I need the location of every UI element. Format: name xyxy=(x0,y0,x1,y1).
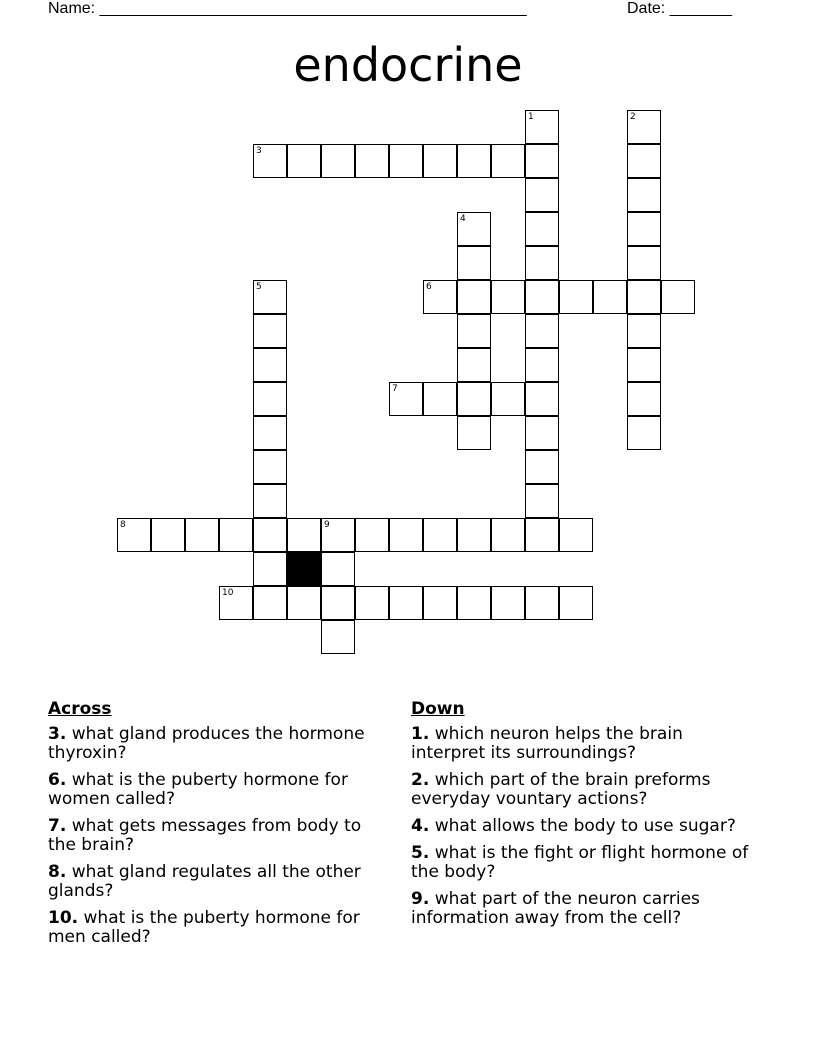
clue-number: 4. xyxy=(411,816,430,836)
crossword-cell[interactable] xyxy=(627,348,661,382)
crossword-cell[interactable] xyxy=(491,518,525,552)
clue-number: 8. xyxy=(48,862,67,882)
crossword-cell[interactable] xyxy=(151,518,185,552)
crossword-cell[interactable] xyxy=(253,348,287,382)
clue-text: what gland regulates all the other glands? xyxy=(48,862,361,901)
crossword-cell[interactable] xyxy=(389,518,423,552)
crossword-cell[interactable] xyxy=(287,144,321,178)
clue-number-label: 2 xyxy=(630,112,636,122)
date-field-label: Date: _______ xyxy=(627,0,732,17)
crossword-cell[interactable] xyxy=(457,314,491,348)
crossword-cell[interactable] xyxy=(491,144,525,178)
crossword-cell[interactable] xyxy=(253,518,287,552)
crossword-cell[interactable] xyxy=(253,280,287,314)
clue-number-label: 10 xyxy=(222,588,234,598)
clue-number-label: 6 xyxy=(426,282,432,292)
crossword-cell[interactable] xyxy=(525,416,559,450)
crossword-cell[interactable] xyxy=(627,212,661,246)
clue-number-label: 7 xyxy=(392,384,398,394)
crossword-cell[interactable] xyxy=(423,382,457,416)
clue-number-label: 1 xyxy=(528,112,534,122)
crossword-cell[interactable] xyxy=(321,518,355,552)
across-clue xyxy=(48,909,393,947)
crossword-cell[interactable] xyxy=(627,314,661,348)
crossword-cell[interactable] xyxy=(423,280,457,314)
crossword-cell[interactable] xyxy=(457,586,491,620)
crossword-cell[interactable] xyxy=(491,586,525,620)
down-clue xyxy=(411,844,756,882)
across-clue xyxy=(48,771,393,809)
across-clue xyxy=(48,863,393,901)
page-title: endocrine xyxy=(293,38,523,92)
crossword-cell[interactable] xyxy=(559,586,593,620)
clue-text: what gets messages from body to the brain? xyxy=(48,816,362,855)
clue-number: 1. xyxy=(411,724,430,744)
down-clue xyxy=(411,771,756,809)
clue-text: what is the puberty hormone for men called? xyxy=(48,908,360,947)
clue-number-label: 8 xyxy=(120,520,126,530)
crossword-cell[interactable] xyxy=(457,246,491,280)
down-clues xyxy=(411,700,756,936)
down-clue xyxy=(411,817,756,836)
crossword-cell[interactable] xyxy=(559,518,593,552)
crossword-cell[interactable] xyxy=(661,280,695,314)
crossword-cell[interactable] xyxy=(525,246,559,280)
crossword-cell[interactable] xyxy=(253,586,287,620)
crossword-cell[interactable] xyxy=(253,314,287,348)
clue-text: what is the puberty hormone for women called? xyxy=(48,770,348,809)
clue-number: 5. xyxy=(411,843,430,863)
crossword-cell[interactable] xyxy=(355,144,389,178)
across-clues xyxy=(48,700,393,955)
crossword-cell[interactable] xyxy=(389,144,423,178)
down-heading: Down xyxy=(411,699,465,719)
crossword-cell[interactable] xyxy=(559,280,593,314)
crossword-cell[interactable] xyxy=(627,382,661,416)
clue-text: what gland produces the hormone thyroxin? xyxy=(48,724,365,763)
across-clue xyxy=(48,817,393,855)
crossword-cell[interactable] xyxy=(219,518,253,552)
clue-number: 9. xyxy=(411,889,430,909)
crossword-cell[interactable] xyxy=(525,586,559,620)
crossword-cell[interactable] xyxy=(389,382,423,416)
crossword-cell[interactable] xyxy=(627,178,661,212)
clue-text: which neuron helps the brain interpret its surroundings? xyxy=(411,724,683,763)
clue-number: 10. xyxy=(48,908,79,928)
crossword-cell[interactable] xyxy=(185,518,219,552)
crossword-cell[interactable] xyxy=(525,144,559,178)
clue-text: which part of the brain preforms everyday vountary actions? xyxy=(411,770,711,809)
clue-number: 2. xyxy=(411,770,430,790)
crossword-cell[interactable] xyxy=(389,586,423,620)
clue-text: what part of the neuron carries information away from the cell? xyxy=(411,889,700,928)
crossword-cell[interactable] xyxy=(355,518,389,552)
crossword-cell[interactable] xyxy=(321,620,355,654)
crossword-cell[interactable] xyxy=(423,586,457,620)
crossword-cell[interactable] xyxy=(627,416,661,450)
crossword-cell[interactable] xyxy=(423,518,457,552)
crossword-cell[interactable] xyxy=(525,110,559,144)
crossword-cell[interactable] xyxy=(457,382,491,416)
clue-number: 3. xyxy=(48,724,67,744)
crossword-cell[interactable] xyxy=(491,382,525,416)
clue-number-label: 5 xyxy=(256,282,262,292)
crossword-cell[interactable] xyxy=(457,144,491,178)
crossword-cell[interactable] xyxy=(321,144,355,178)
crossword-cell[interactable] xyxy=(457,518,491,552)
crossword-cell[interactable] xyxy=(491,280,525,314)
clue-text: what allows the body to use sugar? xyxy=(434,816,736,836)
crossword-cell[interactable] xyxy=(457,280,491,314)
crossword-cell[interactable] xyxy=(627,280,661,314)
crossword-cell[interactable] xyxy=(219,586,253,620)
crossword-cell[interactable] xyxy=(593,280,627,314)
down-clue xyxy=(411,890,756,928)
crossword-cell[interactable] xyxy=(457,348,491,382)
clue-number: 6. xyxy=(48,770,67,790)
crossword-cell[interactable] xyxy=(253,144,287,178)
crossword-cell[interactable] xyxy=(525,178,559,212)
crossword-cell[interactable] xyxy=(525,280,559,314)
clue-number: 7. xyxy=(48,816,67,836)
crossword-cell[interactable] xyxy=(287,518,321,552)
crossword-cell[interactable] xyxy=(525,450,559,484)
across-clue xyxy=(48,725,393,763)
crossword-cell[interactable] xyxy=(423,144,457,178)
crossword-cell[interactable] xyxy=(525,382,559,416)
across-heading: Across xyxy=(48,699,112,719)
crossword-cell[interactable] xyxy=(355,586,389,620)
crossword-cell[interactable] xyxy=(627,144,661,178)
crossword-cell[interactable] xyxy=(525,212,559,246)
clue-number-label: 9 xyxy=(324,520,330,530)
crossword-cell[interactable] xyxy=(253,552,287,586)
crossword-block xyxy=(287,552,321,586)
clue-number-label: 4 xyxy=(460,214,466,224)
clue-text: what is the fight or flight hormone of the body? xyxy=(411,843,749,882)
clue-number-label: 3 xyxy=(256,146,262,156)
crossword-cell[interactable] xyxy=(321,552,355,586)
crossword-cell[interactable] xyxy=(321,586,355,620)
crossword-cell[interactable] xyxy=(287,586,321,620)
crossword-cell[interactable] xyxy=(253,450,287,484)
crossword-cell[interactable] xyxy=(525,314,559,348)
crossword-cell[interactable] xyxy=(117,518,151,552)
crossword-cell[interactable] xyxy=(525,484,559,518)
crossword-cell[interactable] xyxy=(457,416,491,450)
crossword-cell[interactable] xyxy=(253,416,287,450)
crossword-cell[interactable] xyxy=(253,382,287,416)
crossword-cell[interactable] xyxy=(627,110,661,144)
crossword-cell[interactable] xyxy=(627,246,661,280)
crossword-cell[interactable] xyxy=(253,484,287,518)
name-field-label: Name: ________________________________________________ xyxy=(48,0,527,17)
crossword-cell[interactable] xyxy=(525,348,559,382)
down-clue xyxy=(411,725,756,763)
crossword-cell[interactable] xyxy=(457,212,491,246)
crossword-cell[interactable] xyxy=(525,518,559,552)
